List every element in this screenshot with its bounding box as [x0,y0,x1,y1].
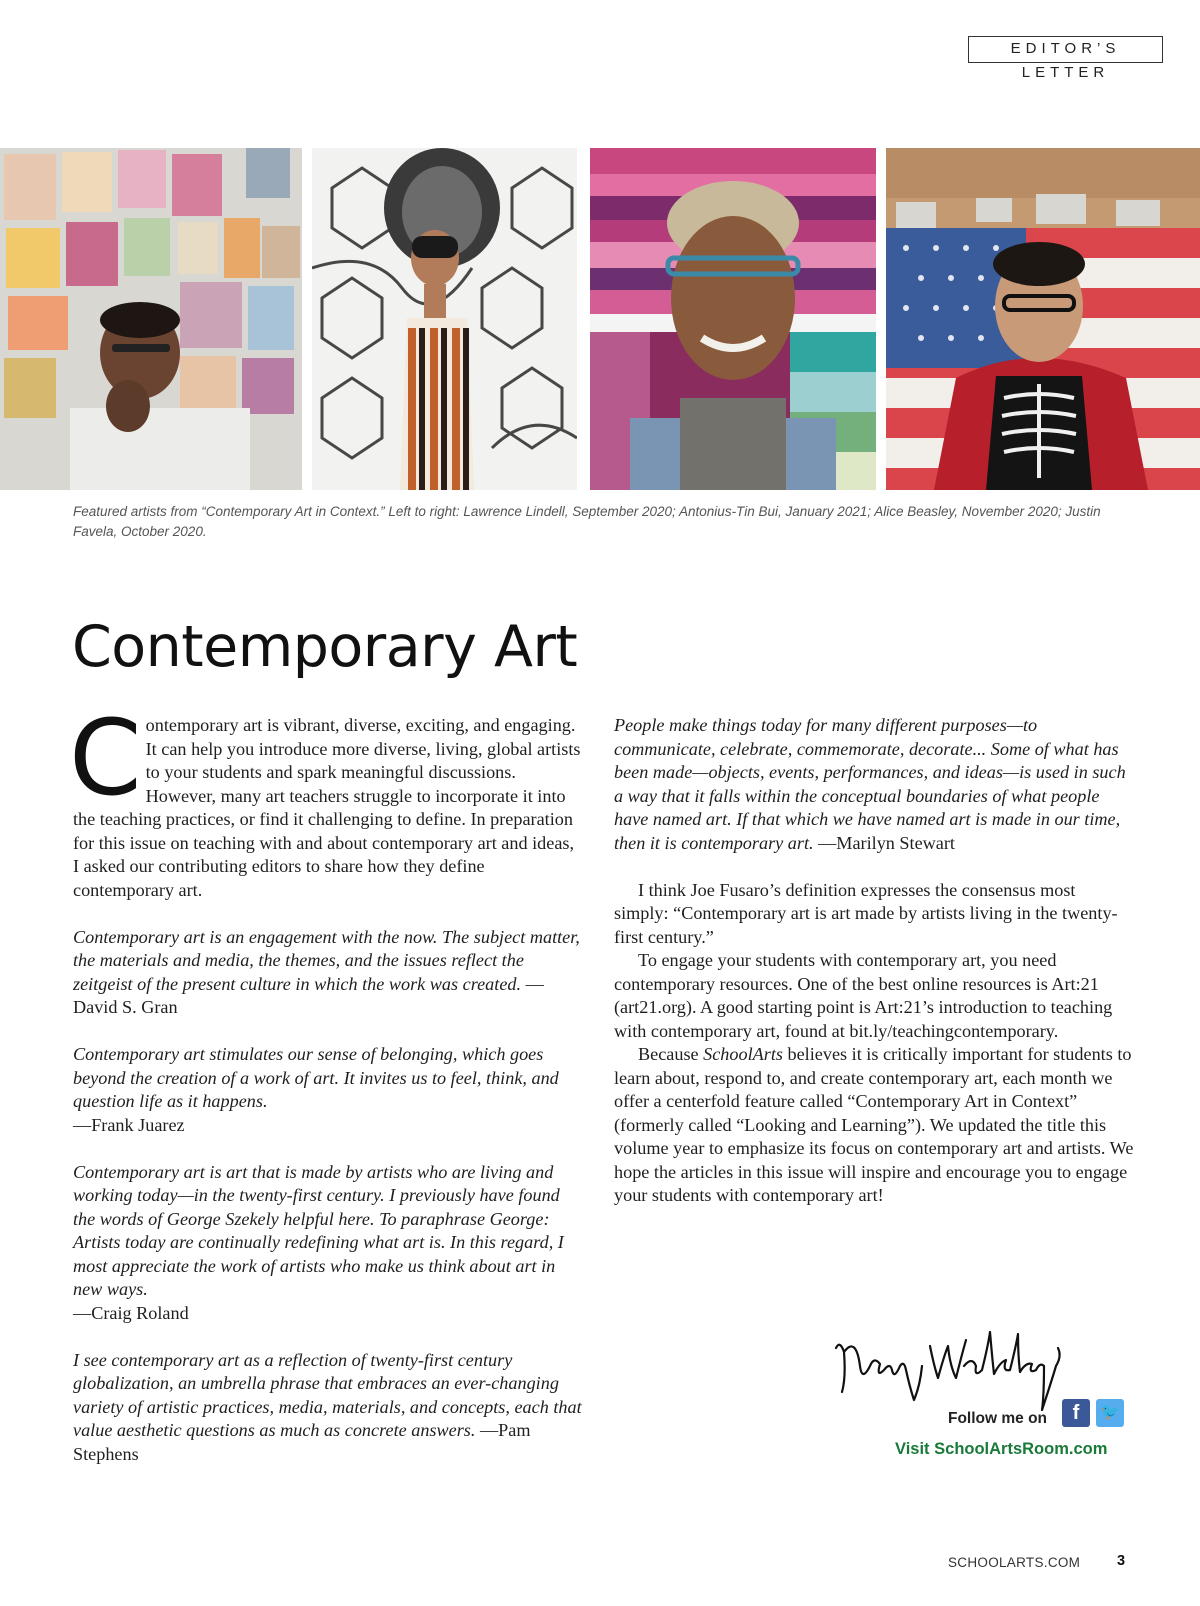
page-title: Contemporary Art [72,614,578,680]
quote-attribution: —Frank Juarez [73,1114,185,1135]
quote-text: People make things today for many different purposes—to communicate, celebrate, commemorate, decorate... Some of what has been made—objects, events, performances, and ideas—is used in such a way that it falls within the conceptual boundaries of what people have named art. If that which we have named art is made in our time, then it is contemporary art. [614,715,1126,853]
page-number: 3 [1117,1553,1126,1569]
quote-text: Contemporary art stimulates our sense of belonging, which goes beyond the creation of a work of art. It invites us to feel, think, and question life as it happens. [73,1044,559,1111]
text-span: believes it is critically important for students to learn about, respond to, and create contemporary art, each month we offer a centerfold feature called “Contemporary Art in Context” (formerly called “Looking and Learning”). We updated the title this volume year to emphasize its focus on contemporary art and artists. We hope the articles in this issue will inspire and encourage you to engage your students with contemporary art! [614,1044,1134,1205]
photo-antonius-tin-bui [312,148,577,490]
quote-attribution: —Craig Roland [73,1302,189,1323]
right-column [614,714,1134,1208]
body-paragraph: To engage your students with contemporary art, you need contemporary resources. One of the best online resources is Art:21 (art21.org). A good starting point is Art:21’s introduction to teaching with contemporary art, found at bit.ly/teachingcontemporary. [614,950,1113,1041]
quote-attribution: —Marilyn Stewart [813,832,955,853]
photo-justin-favela [886,148,1200,490]
quote-attribution: —Pam Stephens [73,1420,531,1464]
body-paragraph [614,1043,1134,1208]
photo-strip [0,148,1200,490]
body-paragraph: I think Joe Fusaro’s definition expresses the consensus most simply: “Contemporary art is art made by artists living in the twenty-first century.” [614,879,1118,947]
quote-pam-stephens [73,1349,583,1467]
text-span: Because [638,1044,704,1064]
photo-caption: Featured artists from “Contemporary Art in Context.” Left to right: Lawrence Lindell, September 2020; Antonius-Tin Bui, January 2021; Alice Beasley, November 2020; Justin Favela, October 2020. [73,504,1101,539]
quote-craig-roland [73,1161,583,1326]
drop-cap: C [69,697,142,819]
footer-site: SCHOOLARTS.COM [948,1555,1081,1570]
quote-text: Contemporary art is art that is made by artists who are living and working today—in the twenty-first century. I previously have found the words of George Szekely helpful here. To paraphrase George: Artists today are continually redefining what art is. In this regard, I most appreciate the work of artists who make us think about art in new ways. [73,1161,564,1299]
visit-website-link[interactable]: Visit SchoolArtsRoom.com [895,1440,1108,1458]
quote-text: I see contemporary art as a reflection of twenty-first century globalization, an umbrella phrase that embraces an ever-changing variety of artistic practices, media, materials, and concepts, each that value aesthetic questions as much as concrete answers. [73,1349,582,1440]
quote-frank-juarez [73,1043,583,1137]
intro-text: ontemporary art is vibrant, diverse, exciting, and engaging. It can help you introduce more diverse, living, global artists to your students and spark meaningful discussions. However, many art teachers struggle to incorporate it into the teaching practices, or find it challenging to define. In preparation for this issue on teaching with and about contemporary art and ideas, I asked our contributing editors to share how they define contemporary art. [73,715,581,900]
section-tag: EDITOR’S LETTER [968,36,1163,63]
quote-text: Contemporary art is an engagement with the now. The subject matter, the materials and media, the themes, and the issues reflect the zeitgeist of the present culture in which the work was created. [73,926,580,994]
left-column [69,697,583,1466]
facebook-icon[interactable]: f [1062,1399,1090,1427]
follow-me-label: Follow me on [948,1410,1048,1427]
editor-signature [830,1326,1070,1416]
photo-alice-beasley [590,148,876,490]
quote-david-gran [73,926,583,1020]
intro-paragraph [69,697,583,902]
quote-marilyn-stewart [614,714,1134,855]
quote-attribution: —David S. Gran [73,973,544,1017]
photo-lawrence-lindell [0,148,302,490]
twitter-icon[interactable]: 🐦 [1096,1399,1124,1427]
magazine-name: SchoolArts [703,1044,783,1064]
